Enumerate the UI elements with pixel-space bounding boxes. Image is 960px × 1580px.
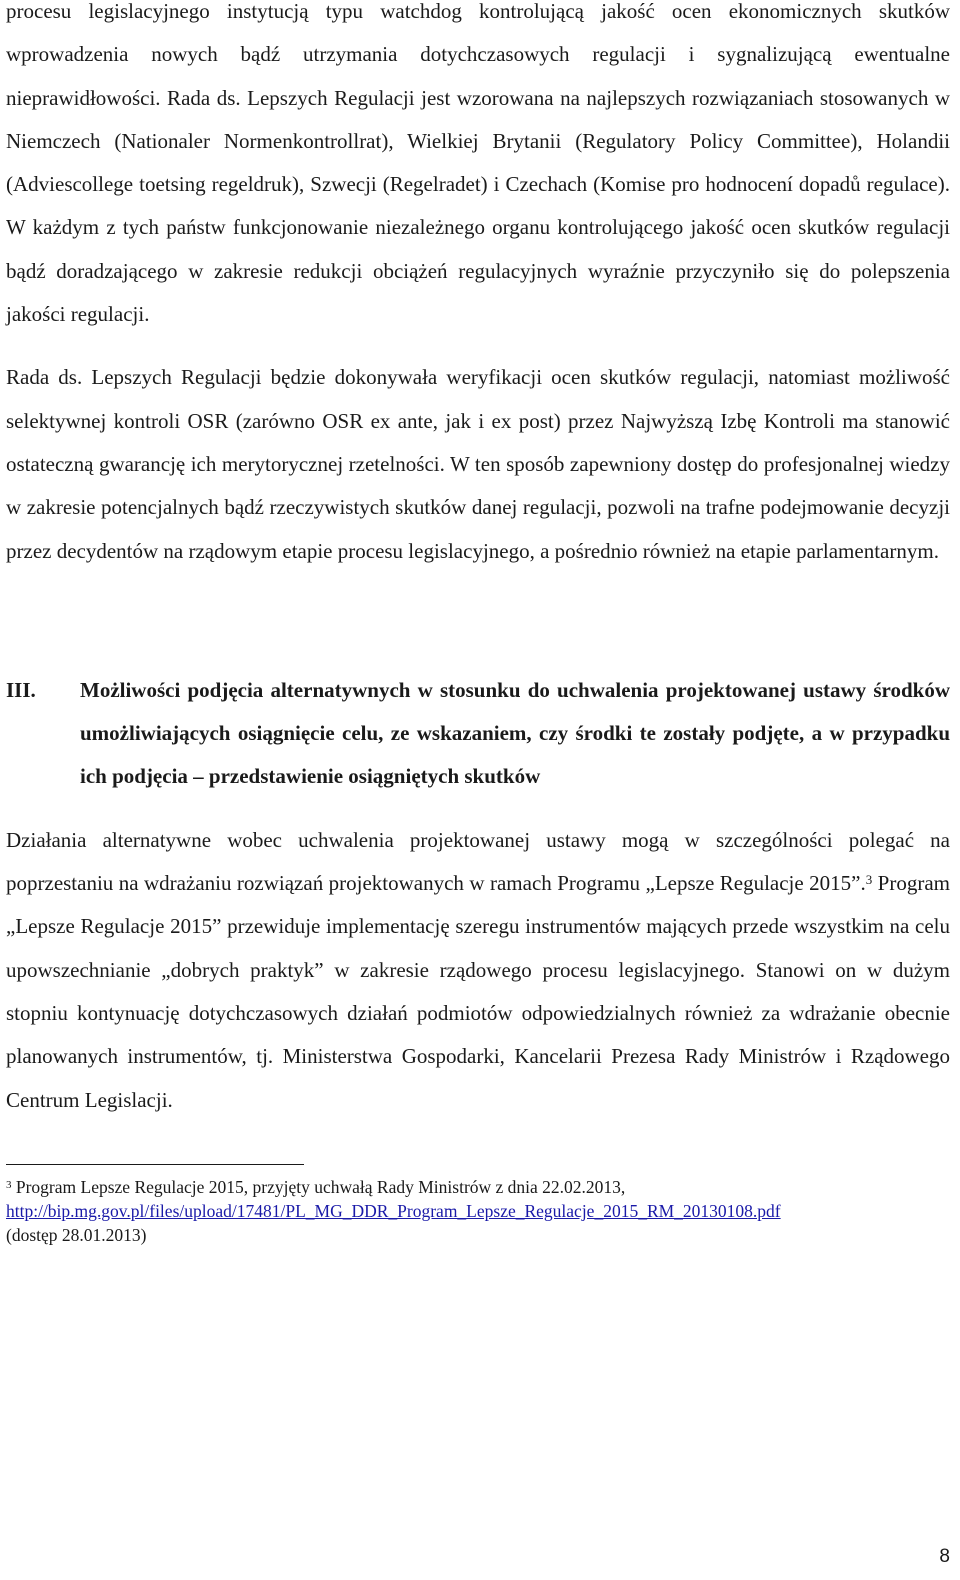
footnote-reference[interactable]: 3 <box>865 872 873 888</box>
footnote-text: Program Lepsze Regulacje 2015, przyjęty uchwałą Rady Ministrów z dnia 22.02.2013, <box>11 1176 626 1197</box>
alternatives-text-after-ref: Program „Lepsze Regulacje 2015” przewiduje implementację szeregu instrumentów mających przede wszystkim na celu upowszechnianie „dobrych praktyk” w zakresie rządowego procesu legislacyjnego. Stanowi on w dużym stopniu kontynuację dotychczasowych działań podmiotów odpowiedzialnych również za wdrażanie obecnie planowanych instrumentów, tj. Ministerstwa Gospodarki, Kancelarii Prezesa Rady Ministrów i Rządowego Centrum Legislacji. <box>6 871 950 1112</box>
footnote-separator <box>6 1164 304 1165</box>
section-heading <box>6 669 950 799</box>
footnote-number: 3 <box>6 1178 12 1191</box>
document-page <box>6 0 950 1247</box>
rada-paragraph <box>6 356 950 572</box>
footnote-link[interactable]: http://bip.mg.gov.pl/files/upload/17481/PL_MG_DDR_Program_Lepsze_Regulacje_2015_RM_20130108.pdf <box>6 1200 781 1221</box>
intro-paragraph-text: procesu legislacyjnego instytucją typu watchdog kontrolującą jakość ocen ekonomicznych skutków wprowadzenia nowych bądź utrzymania dotychczasowych regulacji i sygnalizującą ewentualne nieprawidłowości. Rada ds. Lepszych Regulacji jest wzorowana na najlepszych rozwiązaniach stosowanych w Niemczech (Nationaler Normenkontrollrat), Wielkiej Brytanii (Regulatory Policy Committee), Holandii (Adviescollege toetsing regeldruk), Szwecji (Regelradet) i Czechach (Komise pro hodnocení dopadů regulace). W każdym z tych państw funkcjonowanie niezależnego organu kontrolującego jakość ocen skutków regulacji bądź doradzającego w zakresie redukcji obciążeń regulacyjnych wyraźnie przyczyniło się do polepszenia jakości regulacji. <box>6 0 950 327</box>
rada-paragraph-text: Rada ds. Lepszych Regulacji będzie dokonywała weryfikacji ocen skutków regulacji, natomiast możliwość selektywnej kontroli OSR (zarówno OSR ex ante, jak i ex post) przez Najwyższą Izbę Kontroli ma stanowić ostateczną gwarancję ich merytorycznej rzetelności. W ten sposób zapewniony dostęp do profesjonalnej wiedzy w zakresie potencjalnych bądź rzeczywistych skutków danej regulacji, pozwoli na trafne podejmowanie decyzji przez decydentów na rządowym etapie procesu legislacyjnego, a pośrednio również na etapie parlamentarnym. <box>6 365 950 563</box>
intro-paragraph <box>6 0 950 336</box>
page-number: 8 <box>939 1546 950 1567</box>
footnote-access-date: (dostęp 28.01.2013) <box>6 1224 147 1245</box>
alternatives-paragraph <box>6 819 950 1122</box>
section-title: Możliwości podjęcia alternatywnych w stosunku do uchwalenia projektowanej ustawy środków umożliwiających osiągnięcie celu, ze wskazaniem, czy środki te zostały podjęte, a w przypadku ich podjęcia – przedstawienie osiągniętych skutków <box>80 677 950 789</box>
section-number: III. <box>6 677 36 702</box>
footnote-line-2 <box>6 1199 950 1223</box>
alternatives-text-before-ref: Działania alternatywne wobec uchwalenia projektowanej ustawy mogą w szczególności polegać na poprzestaniu na wdrażaniu rozwiązań projektowanych w ramach Programu „Lepsze Regulacje 2015”. <box>6 827 950 896</box>
footnote-line-1 <box>6 1175 950 1199</box>
footnote <box>6 1175 950 1247</box>
